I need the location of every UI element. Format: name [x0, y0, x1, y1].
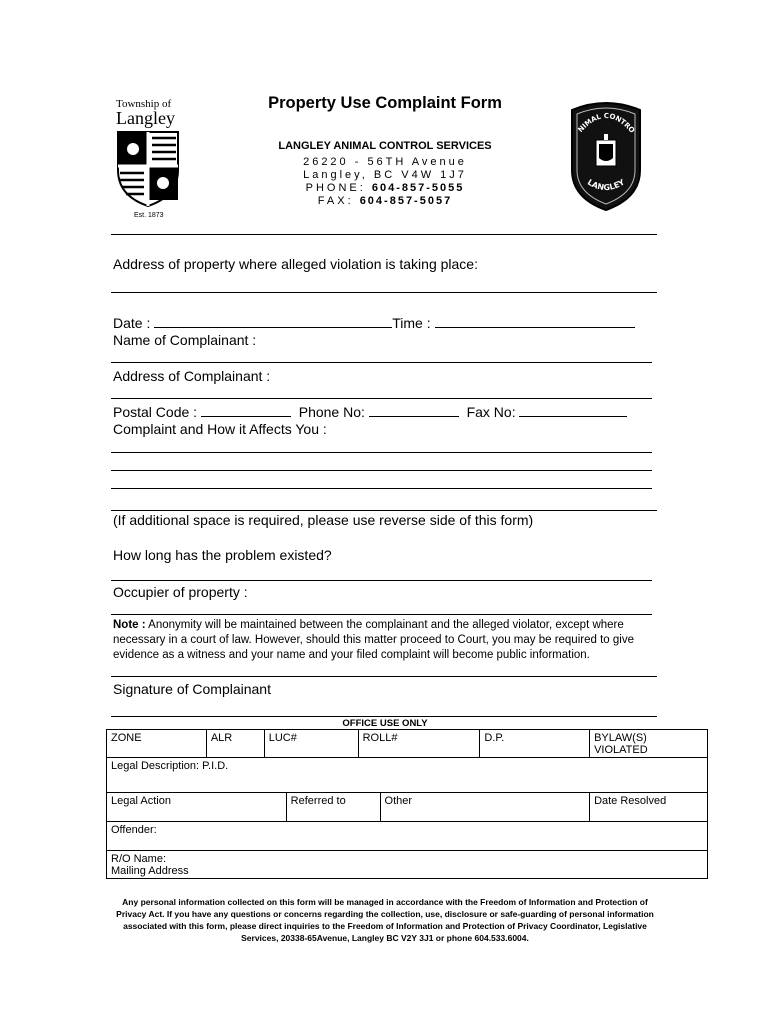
date-resolved-cell[interactable]: Date Resolved	[590, 793, 708, 822]
office-row-ro-name	[107, 851, 708, 879]
complaint-line-3[interactable]	[111, 488, 652, 489]
postal-code-label: Postal Code :	[113, 404, 198, 420]
office-row-offender	[107, 822, 708, 851]
logo-established: Est. 1873	[134, 212, 164, 219]
logo-name-line1: Township of	[116, 98, 172, 110]
logo-name-line2: Langley	[116, 108, 175, 128]
date-time-row	[113, 313, 635, 331]
street-address: 26220 - 56TH Avenue	[303, 156, 467, 168]
dp-cell[interactable]: D.P.	[480, 730, 590, 758]
signature-label: Signature of Complainant	[113, 681, 271, 697]
zone-cell[interactable]: ZONE	[107, 730, 207, 758]
note-label: Note :	[113, 619, 146, 631]
note-divider	[111, 676, 657, 677]
office-row-legal-action	[107, 793, 708, 822]
badge-text-top: NIMAL CONTRO	[576, 111, 637, 135]
legal-action-cell[interactable]: Legal Action	[107, 793, 287, 822]
office-row-codes	[107, 730, 708, 758]
note-text: Anonymity will be maintained between the complainant and the alleged violator, except where necessary in a court of law. However, should this matter proceed to Court, you may be required to give evidence as a witness and your name and your filed complaint will become public information.	[113, 619, 634, 661]
ro-name-label: R/O Name:	[111, 853, 167, 865]
name-complainant-line[interactable]	[111, 362, 652, 363]
date-label: Date :	[113, 315, 151, 331]
mailing-address-label: Mailing Address	[111, 865, 189, 877]
fax-number: 604-857-5057	[359, 195, 453, 207]
date-field[interactable]	[154, 313, 392, 328]
anonymity-note	[113, 618, 661, 663]
postal-code-field[interactable]	[201, 402, 291, 417]
legal-description-cell[interactable]: Legal Description: P.I.D.	[107, 758, 708, 793]
postal-phone-fax-row	[113, 402, 627, 420]
occupier-label: Occupier of property :	[113, 584, 248, 600]
phone-number: 604-857-5055	[371, 182, 465, 194]
phone-label: PHONE:	[305, 182, 366, 194]
privacy-footer: Any personal information collected on this form will be managed in accordance with the Freedom of Information and Protection of Privacy Act. If you have any questions or concerns regarding the collection, use, disclosure or safe-guarding of personal information associated with this form, please direct inquiries to the Freedom of Information and Protection of Privacy Coordinator, Legislative Services, 20338-65Avenue, Langley BC V2Y 3J1 or phone 604.533.6004.	[116, 897, 654, 943]
badge-text-bottom: LANGLEY	[585, 177, 627, 193]
fax-no-field[interactable]	[519, 402, 627, 417]
time-label: Time :	[392, 315, 431, 331]
address-complainant-label: Address of Complainant :	[113, 368, 271, 384]
time-field[interactable]	[435, 313, 635, 328]
fax-no-label: Fax No:	[466, 404, 516, 420]
complaint-line-2[interactable]	[111, 470, 652, 471]
office-use-heading: OFFICE USE ONLY	[342, 718, 428, 729]
roll-cell[interactable]: ROLL#	[358, 730, 480, 758]
fax-label: FAX:	[317, 195, 354, 207]
complaint-line-1[interactable]	[111, 452, 652, 453]
organization-name: LANGLEY ANIMAL CONTROL SERVICES	[278, 140, 492, 152]
phone-line	[0, 182, 770, 194]
occupier-line[interactable]	[111, 614, 652, 615]
address-property-line[interactable]	[111, 292, 657, 293]
header-divider	[111, 234, 657, 235]
address-property-label: Address of property where alleged violation is taking place:	[113, 256, 478, 272]
other-cell[interactable]: Other	[380, 793, 590, 822]
ro-name-cell[interactable]	[107, 851, 708, 879]
phone-no-field[interactable]	[369, 402, 459, 417]
address-complainant-line[interactable]	[111, 398, 652, 399]
referred-to-cell[interactable]: Referred to	[286, 793, 380, 822]
how-long-line[interactable]	[111, 580, 652, 581]
luc-cell[interactable]: LUC#	[264, 730, 358, 758]
city-address: Langley, BC V4W 1J7	[303, 169, 467, 181]
offender-cell[interactable]: Offender:	[107, 822, 708, 851]
fax-line	[0, 195, 770, 207]
name-complainant-label: Name of Complainant :	[113, 332, 257, 348]
how-long-label: How long has the problem existed?	[113, 547, 332, 563]
complaint-line-4[interactable]	[111, 510, 657, 511]
phone-no-label: Phone No:	[298, 404, 365, 420]
alr-cell[interactable]: ALR	[206, 730, 264, 758]
signature-line[interactable]	[111, 716, 657, 717]
office-row-legal-description	[107, 758, 708, 793]
office-use-table	[106, 729, 708, 879]
additional-space-note: (If additional space is required, please use reverse side of this form)	[113, 512, 534, 528]
complaint-label: Complaint and How it Affects You :	[113, 421, 327, 437]
form-title: Property Use Complaint Form	[268, 94, 502, 112]
bylaw-cell[interactable]: BYLAW(S) VIOLATED	[590, 730, 708, 758]
